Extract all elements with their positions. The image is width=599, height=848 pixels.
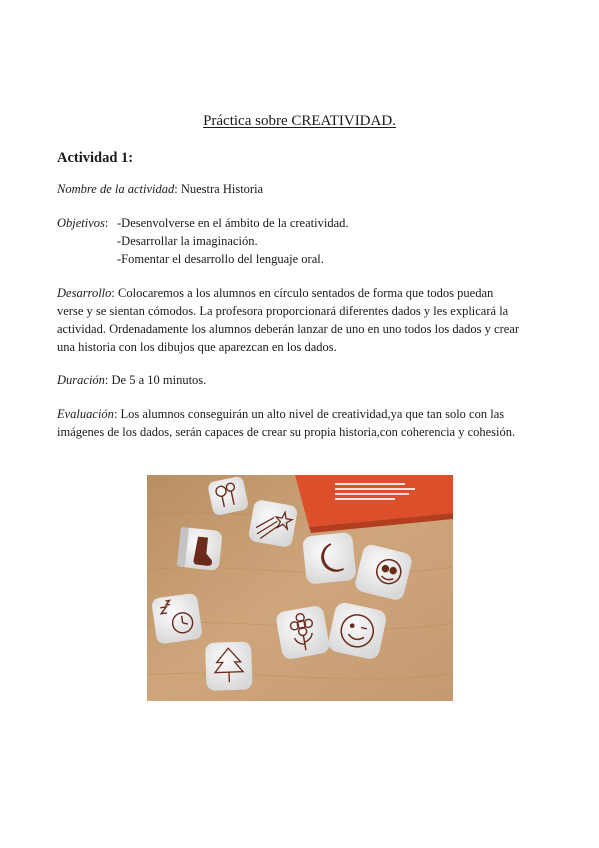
die-moon [302,532,357,585]
development-line [57,284,493,302]
objectives-label: Objetivos [57,216,105,230]
duration-value: : De 5 a 10 minutos. [104,373,207,387]
development-text: actividad. Ordenadamente los alumnos deberán lanzar de uno en uno todos los dados y crear [57,322,519,336]
story-dice-photo [147,475,453,701]
evaluation-line [57,405,504,423]
evaluation-text: : Los alumnos conseguirán un alto nivel de creatividad,ya que tan solo con las [113,407,505,421]
development-text: una historia con los dibujos que aparezcan en los dados. [57,340,337,354]
duration-label: Duración [57,373,105,387]
die-smiley [327,601,388,661]
objectives-sep: : [104,216,109,230]
die-flower [275,605,331,661]
development-label: Desarrollo [57,286,112,300]
die-shooting-star [248,499,299,548]
evaluation-label: Evaluación [57,407,114,421]
development-text: verse y se sientan cómodos. La profesora proporcionará diferentes dados y les explicará la [57,304,509,318]
page-title: Práctica sobre CREATIVIDAD. [203,113,396,129]
story-dice-illustration [147,475,453,701]
objective-item: -Desarrollar la imaginación. [117,234,258,248]
activity-name-line [57,180,263,198]
objectives-line [57,214,108,232]
activity-heading: Actividad 1: [57,150,134,166]
die-sleep-clock [151,593,203,645]
evaluation-text: imágenes de los dados, serán capaces de crear su propia historia,con coherencia y cohesión. [57,425,516,439]
die-tree-bottom [205,641,253,691]
objective-item: -Fomentar el desarrollo del lenguaje oral. [117,252,324,266]
activity-name-value: : Nuestra Historia [174,182,264,196]
duration-line [57,371,206,389]
objective-item: -Desenvolverse en el ámbito de la creatividad. [117,216,349,230]
die-sock [177,527,223,571]
activity-name-label: Nombre de la actividad [57,182,175,196]
development-text: : Colocaremos a los alumnos en círculo sentados de forma que todos puedan [111,286,494,300]
